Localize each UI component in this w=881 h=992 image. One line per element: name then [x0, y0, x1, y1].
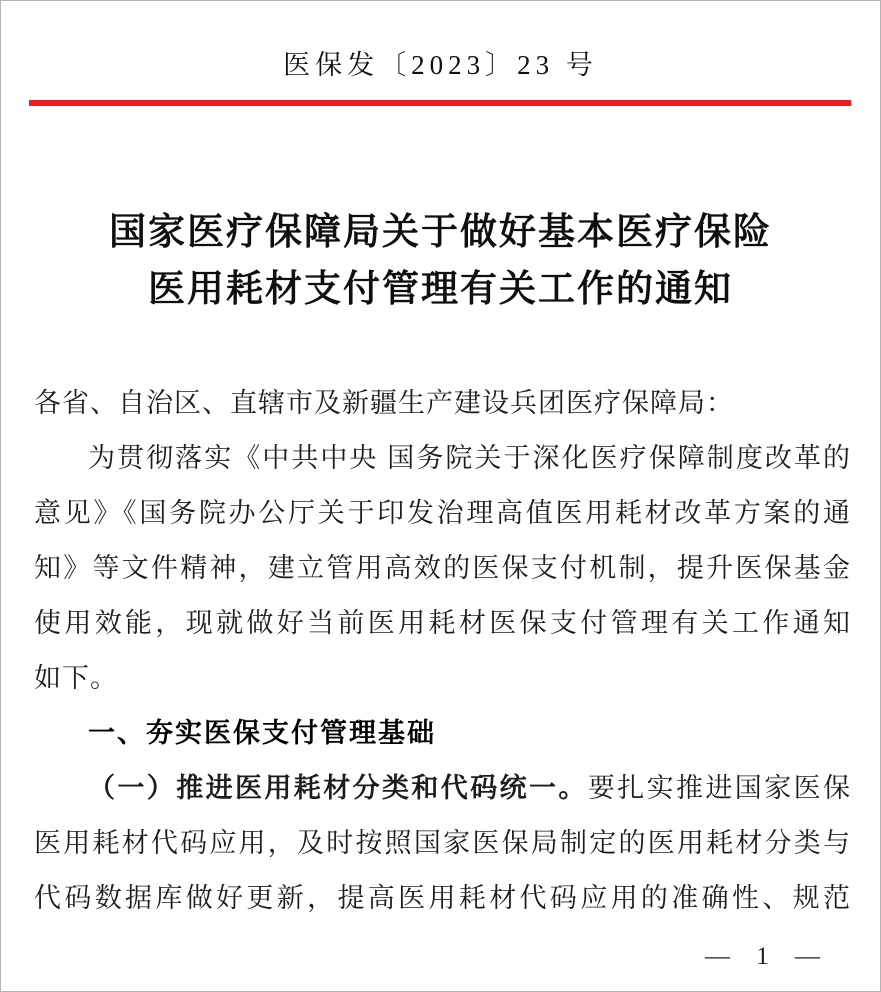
item1-lead-rest: 要扎实推进国家医保 — [587, 773, 852, 803]
document-title-line2: 医用耗材支付管理有关工作的通知 — [148, 269, 733, 310]
paragraph1-line5: 如下。 — [34, 663, 118, 693]
section1-heading: 一、夯实医保支付管理基础 — [88, 718, 436, 748]
document-number: 医保发〔2023〕23 号 — [283, 50, 598, 80]
paragraph1-line2: 意见》《国务院办公厅关于印发治理高值医用耗材改革方案的通 — [34, 498, 851, 528]
item1-line1 — [34, 761, 851, 816]
item1-lead-bold: （一）推进医用耗材分类和代码统一。 — [88, 773, 588, 803]
item1-line2: 医用耗材代码应用，及时按照国家医保局制定的医用耗材分类与 — [34, 828, 851, 858]
salutation-line: 各省、自治区、直辖市及新疆生产建设兵团医疗保障局： — [34, 388, 734, 418]
page-number: — 1 — — [705, 943, 822, 970]
red-divider-rule — [29, 100, 851, 106]
document-body — [34, 376, 851, 926]
paragraph1-line4: 使用效能，现就做好当前医用耗材医保支付管理有关工作通知 — [34, 608, 851, 638]
paragraph1-line3: 知》等文件精神，建立管用高效的医保支付机制，提升医保基金 — [34, 553, 851, 583]
item1-line3: 代码数据库做好更新，提高医用耗材代码应用的准确性、规范 — [34, 883, 851, 913]
document-title — [1, 204, 880, 318]
document-title-line1: 国家医疗保障局关于做好基本医疗保险 — [109, 212, 772, 253]
paragraph1-line1: 为贯彻落实《中共中央 国务院关于深化医疗保障制度改革的 — [88, 443, 851, 473]
